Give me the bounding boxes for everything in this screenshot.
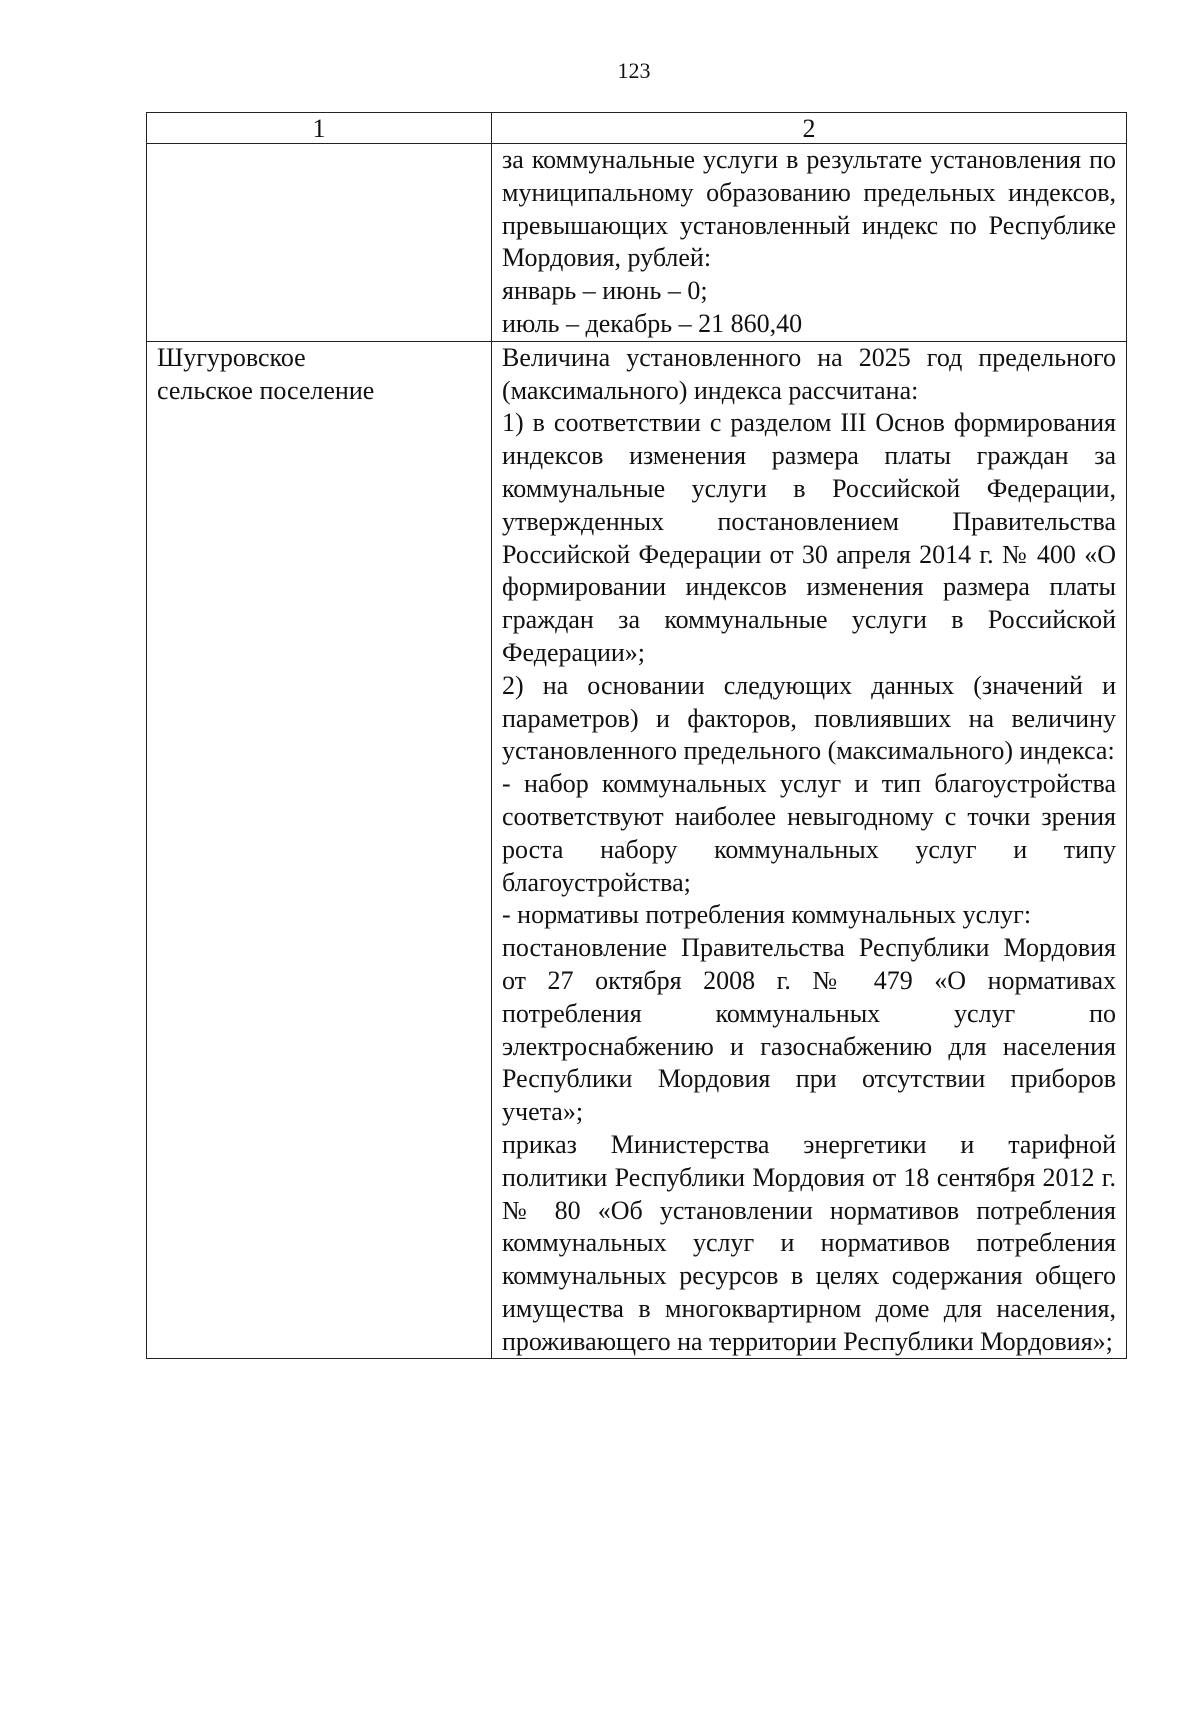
paragraph: июль – декабрь – 21 860,40 <box>502 308 803 338</box>
document-table <box>146 112 1127 1359</box>
paragraph: - нормативы потребления коммунальных услуг: <box>502 900 1032 930</box>
paragraph: 1) в соответствии с разделом III Основ формирования индексов изменения размера платы граждан за коммунальные услуги в Российской Федерации, утвержденных постановлением Правительства Российской Федерации от 30 апреля 2014 г. № 400 «О формировании индексов изменения размера платы граждан за коммунальные услуги в Российской Федерации»; <box>502 408 1116 667</box>
paragraph: за коммунальные услуги в результате установления по муниципальному образованию предельных индексов, превышающих установленный индекс по Республике Мордовия, рублей: <box>502 145 1116 273</box>
page-number: 123 <box>617 58 651 83</box>
row1-municipality-cell <box>147 144 492 342</box>
paragraph: - набор коммунальных услуг и тип благоустройства соответствуют наиболее невыгодному с точки зрения роста набору коммунальных услуг и типу благоустройства; <box>502 769 1116 897</box>
paragraph: Величина установленного на 2025 год предельного (максимального) индекса рассчитана: <box>502 342 1116 405</box>
municipality-name-line: Шугуровское <box>157 342 306 372</box>
table-header-row <box>147 113 1127 144</box>
row2-municipality-cell <box>147 341 492 1359</box>
paragraph: приказ Министерства энергетики и тарифной политики Республики Мордовия от 18 сентября 2012 г. № 80 «Об установлении нормативов потребления коммунальных услуг и нормативов потребления коммунальных ресурсов в целях содержания общего имущества в многоквартирном доме для населения, проживающего на территории Республики Мордовия»; <box>502 1129 1116 1356</box>
paragraph: январь – июнь – 0; <box>502 276 708 306</box>
paragraph: постановление Правительства Республики Мордовия от 27 октября 2008 г. № 479 «О нормативах потребления коммунальных услуг по электроснабжению и газоснабжению для населения Республики Мордовия при отсутствии приборов учета»; <box>502 933 1116 1127</box>
row1-description-cell <box>492 144 1127 342</box>
paragraph: 2) на основании следующих данных (значений и параметров) и факторов, повлиявших на величину установленного предельного (максимального) индекса: <box>502 670 1116 766</box>
column-header-1: 1 <box>147 113 492 144</box>
row2-description-cell <box>492 341 1127 1359</box>
municipality-name-line: сельское поселение <box>157 375 375 405</box>
table-row <box>147 144 1127 342</box>
table-row <box>147 341 1127 1359</box>
column-header-2: 2 <box>492 113 1127 144</box>
